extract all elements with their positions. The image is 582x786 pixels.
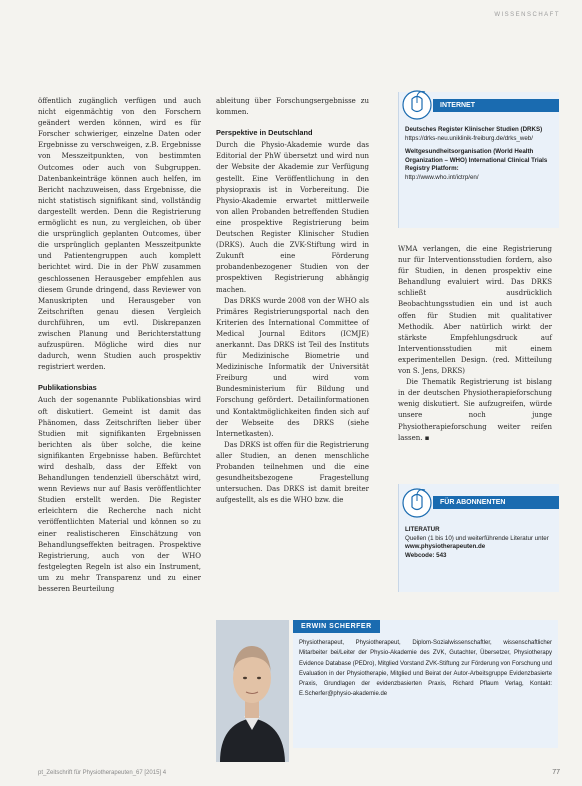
link-title-who: Weltgesundheitsorganisation (World Health Organization – WHO) International Clinical Trials Registry Platform: [405, 148, 548, 173]
paragraph: Durch die Physio-Akademie wurde das Editorial der PhW übersetzt und wird nun der Website der Akademie zur Verfügung gestellt. Eine Veröffentlichung in den physiopraxis ist in Vorbereitung. Die Physio-Akademie erwartet mittlerweile von allen Probanden betreffenden Studien eine prospektive Registrierung beim Deutschen Register Klinischer Studien (DRKS). Auch die ZVK-Stiftung wird in Zukunft eine Förderung probandenbezogener Studien von der prospektiven Registrierung abhängig machen. [216, 141, 369, 294]
computer-mouse-icon [401, 88, 435, 124]
subscriber-box-heading: FÜR ABONNENTEN [433, 496, 559, 509]
link-url-drks[interactable]: https://drks-neu.uniklinik-freiburg.de/drks_web/ [405, 134, 533, 142]
link-url-who[interactable]: http://www.who.int/ictrp/en/ [405, 173, 479, 181]
paragraph: Auch der sogenannte Publikationsbias wird oft diskutiert. Gemeint ist damit das Phänomen, dass Zeitschriften lieber über Studien mit signifikanten Ergebnissen berichten als über solche, die keine signifikanten Ergebnisse haben. Befürchtet wird deshalb, dass der Effekt von Behandlungen tendenziell überschätzt wird, wenn Reviews nur auf Basis veröffentlichter Studien erstellt werden. Die Register erleichtern die Recherche nach nicht veröffentlichten Material und können so zu einer realistischeren Einschätzung von Behandlungseffekten beitragen. Prospektive Registrierung, auch von der WHO festgelegten Regeln ist also ein Instrument, um zu mehr Transparenz und zu einer besseren Beurteilung [38, 396, 201, 594]
subscriber-box [398, 484, 559, 592]
literature-text: Quellen (1 bis 10) und weiterführende Literatur unter [405, 534, 549, 542]
footer-journal: pt_Zeitschrift für Physiotherapeuten_67 [2015] 4 [38, 770, 167, 776]
section-label: WISSENSCHAFT [494, 12, 560, 18]
author-bio: Physiotherapeut, Physiotherapeut, Diplom-Sozialwissenschaftler, wissenschaftlicher Mitarbeiter bei/Leiter der Physio-Akademie des ZVK, Gutachter, Übersetzer, Physiotherapy Evidence Database (PEDro), Mitglied Vorstand ZVK-Stiftung zur Förderung von Forschung und Evaluation in der Physiotherapie, Mitglied und Beirat der Autor-Arbeitsgruppe Evidenzbasierte Praxis, Grundlagen der evidenzbasierten Praxis, Richard Pflaum Verlag, Kontakt: E.Scherfer@physio-akademie.de [299, 640, 552, 698]
author-bio-box [293, 620, 558, 748]
paragraph: öffentlich zugänglich verfügen und auch nicht eigenmächtig von den Forschern geändert werden können, wird es für Forscher schwieriger, einzelne Daten oder Ergebnisse zu verschweigen, z.B. Ergebnisse von Messzeitpunkten, von bestimmten Outcomes oder auch von Subgruppen. Datenbankeinträge können auch helfen, im Bericht nachzuweisen, dass Ergebnisse, die nicht statistisch signifikant sind, vollständig dargestellt werden. Denn die Registrierung ermöglicht es nun, zu vergleichen, ob über die ursprünglich geplanten Outcomes, über die ursprünglich geplanten Messzeitpunkte und Patientengruppen auch komplett berichtet wird. Die in der PhW zusammen geschlossenen Herausgeber empfehlen aus diesem Grunde dringend, dass Reviewer von Manuskripten und Herausgeber von Zeitschriften genau diesen Vergleich durchführen, um evtl. Diskrepanzen zwischen Planung und Berichterstattung aufzuspüren. Mögliche wird dies nur dadurch, wenn Studien auch prospektiv registriert werden. [38, 97, 201, 372]
internet-box-heading: INTERNET [433, 99, 559, 112]
paragraph: Das DRKS wurde 2008 von der WHO als Primäres Registrierungsportal nach den Kriterien des International Committee of Medical Journal Editors (ICMJE) anerkannt. Das DRKS ist Teil des Instituts für Medizinische Biometrie und Medizinische Informatik der Universität Freiburg und wird vom Bundesministerium für Bildung und Forschung gefördert. Detailinformationen und Kontaktmöglichkeiten finden sich auf der Webseite des DRKS (siehe Internetkasten). [216, 296, 369, 438]
link-title-drks: Deutsches Register Klinischer Studien (DRKS) [405, 126, 543, 133]
literature-url[interactable]: www.physiotherapeuten.de [405, 543, 486, 551]
webcode: Webcode: 543 [405, 551, 447, 559]
literature-label: LITERATUR [405, 526, 440, 533]
subheading-perspektive: Perspektive in Deutschland [216, 128, 313, 138]
article-column-1 [38, 96, 201, 595]
internet-box [398, 92, 559, 228]
author-photo [216, 620, 289, 762]
article-column-3 [398, 244, 552, 444]
paragraph: Das DRKS ist offen für die Registrierung aller Studien, an denen menschliche Probanden teilnehmen und die eine gesundheitsbezogene Fragestellung untersuchen. Das DRKS ist damit breiter aufgestellt, als es die WHO bzw. die [216, 440, 369, 505]
internet-box-body [405, 126, 555, 183]
paragraph: Die Thematik Registrierung ist bislang in der deutschen Physiotherapieforschung wenig diskutiert. Sie aufzugreifen, würde unsere noch junge Physiotherapieforschung weiter reifen lassen. ▪ [398, 378, 552, 442]
computer-mouse-icon [401, 486, 435, 522]
page-number: 77 [552, 769, 560, 776]
article-column-2 [216, 96, 369, 506]
paragraph: WMA verlangen, die eine Registrierung nur für Interventionsstudien fordern, also für Studien, in denen prospektiv eine Behandlung evaluiert wird. Das DRKS schließt ausdrücklich Beobachtungsstudien ein und ist auch offen für Studien mit qualitativer Methodik. Aber natürlich wirkt der stärkste Empfehlungsdruck auf Interventionsstudien mit einem experimentellen Design. (red. Mitteilung von S. Jens, DRKS) [398, 245, 552, 376]
subheading-publikationsbias: Publikationsbias [38, 383, 97, 393]
paragraph: ableitung über Forschungsergebnisse zu kommen. [216, 97, 369, 117]
author-block [216, 620, 558, 770]
author-name: ERWIN SCHERFER [293, 620, 380, 633]
subscriber-box-body [405, 526, 555, 560]
